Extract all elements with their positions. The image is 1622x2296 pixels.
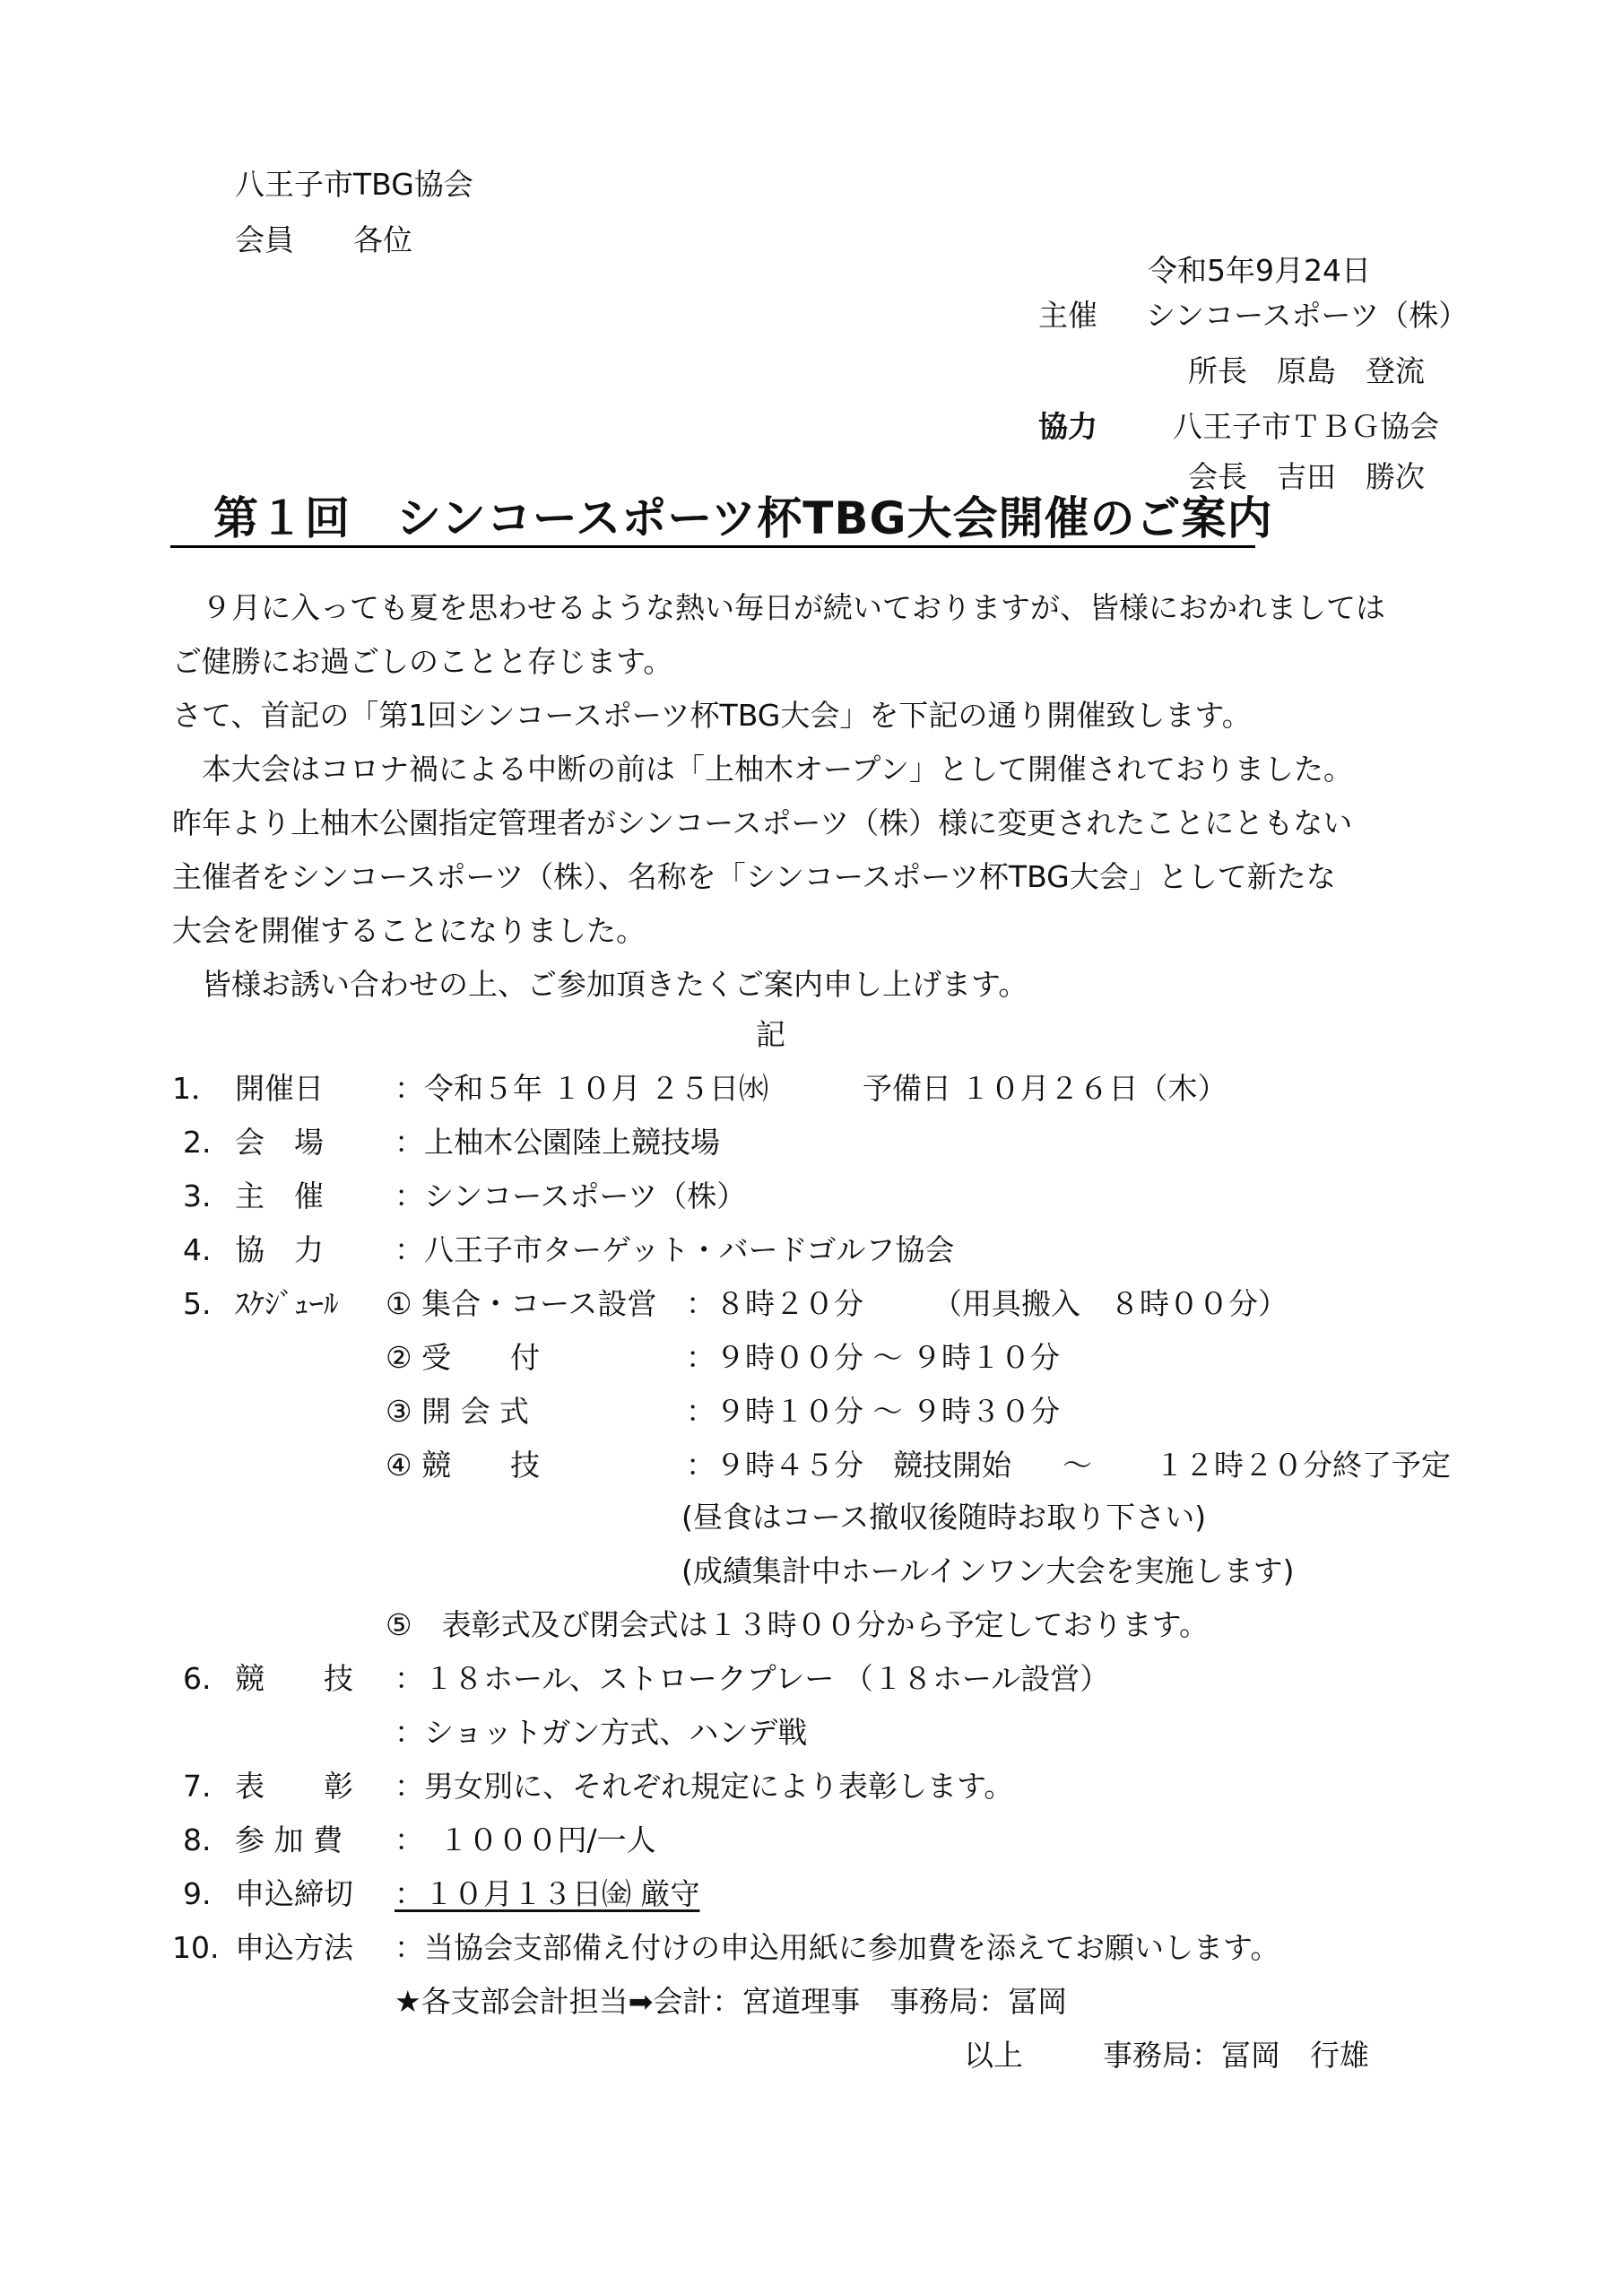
item-8-number: 8. (183, 1822, 212, 1857)
item-6-value-2: ：ショットガン方式、ハンデ戦 (395, 1715, 808, 1750)
addressee-members: 会員 各位 (235, 222, 412, 257)
coop-name: 八王子市ＴＢＧ協会 (1173, 409, 1439, 444)
item-1-label: 開催日 (235, 1071, 324, 1106)
body-line-2: ご健勝にお過ごしのことと存じます。 (172, 644, 673, 679)
accounting-note: ★各支部会計担当➡会計：宮道理事 事務局：冨岡 (395, 1984, 1068, 2019)
item-7-value: ：男女別に、それぞれ規定により表彰します。 (395, 1769, 1014, 1804)
coop-label: 協力 (1038, 409, 1097, 444)
coop-person: 会長 吉田 勝次 (1188, 459, 1425, 494)
schedule-row-4-tilde: ～ (1063, 1448, 1092, 1483)
document-title: 第１回 シンコースポーツ杯TBG大会開催のご案内 (213, 492, 1273, 544)
schedule-row-4-time: ：９時４５分 競技開始 (686, 1448, 1011, 1483)
addressee-org: 八王子市TBG協会 (235, 167, 473, 202)
item-7-number: 7. (183, 1769, 212, 1804)
item-4-label: 協 力 (235, 1232, 324, 1267)
item-9-label: 申込締切 (235, 1876, 353, 1911)
schedule-row-3-time: ：９時１０分 ～ ９時３０分 (686, 1394, 1060, 1429)
item-10-label: 申込方法 (235, 1930, 353, 1965)
item-5-label: ｽｹｼﾞｭｰﾙ (235, 1286, 339, 1321)
schedule-row-4-end: １２時２０分終了予定 (1155, 1448, 1451, 1483)
item-8-label: 参 加 費 (235, 1822, 343, 1857)
body-line-7: 大会を開催することになりました。 (172, 913, 646, 948)
schedule-note-lunch: (昼食はコース撤収後随時お取り下さい) (681, 1500, 1207, 1535)
host-person: 所長 原島 登流 (1188, 353, 1425, 388)
item-5-number: 5. (183, 1286, 212, 1321)
issue-date: 令和5年9月24日 (1148, 253, 1371, 288)
item-1-reserve: 予備日 １０月２６日（木） (863, 1071, 1227, 1106)
item-1-value: ：令和５年 １０月 ２５日㈬ (395, 1071, 768, 1106)
schedule-row-2-name: ② 受 付 (386, 1340, 541, 1375)
item-10-number: 10. (172, 1930, 220, 1965)
item-2-value: ：上柚木公園陸上競技場 (395, 1125, 720, 1160)
item-2-label: 会 場 (235, 1125, 324, 1160)
schedule-row-3-name: ③ 開 会 式 (386, 1394, 530, 1429)
item-9-value: ：１０月１３日㈮ 厳守 (395, 1876, 700, 1911)
schedule-row-2-time: ：９時００分 ～ ９時１０分 (686, 1340, 1060, 1375)
ijou-closing: 以上 (964, 2038, 1023, 2073)
item-9-number: 9. (183, 1876, 212, 1911)
item-3-value: ：シンコースポーツ（株） (395, 1178, 747, 1213)
body-line-4: 本大会はコロナ禍による中断の前は「上柚木オープン」として開催されておりました。 (172, 752, 1354, 787)
item-6-number: 6. (183, 1661, 212, 1696)
schedule-row-1-time: ：８時２０分 (686, 1286, 863, 1321)
schedule-row-1-note: （用具搬入 ８時００分） (932, 1286, 1288, 1321)
item-4-value: ：八王子市ターゲット・バードゴルフ協会 (395, 1232, 955, 1267)
item-2-number: 2. (183, 1125, 212, 1160)
office-contact: 事務局：冨岡 行雄 (1103, 2038, 1369, 2073)
item-6-label: 競 技 (235, 1661, 353, 1696)
item-3-label: 主 催 (235, 1178, 324, 1213)
body-line-1: ９月に入っても夏を思わせるような熱い毎日が続いておりますが、皆様におかれましては (172, 590, 1385, 625)
item-8-value: ： １０００円/一人 (395, 1822, 656, 1857)
item-1-number: 1． (172, 1071, 221, 1106)
title-underline (170, 545, 1255, 548)
ki-heading: 記 (756, 1017, 785, 1052)
schedule-row-4-name: ④ 競 技 (386, 1448, 541, 1483)
body-line-3: さて、首記の「第1回シンコースポーツ杯TBG大会」を下記の通り開催致します。 (172, 698, 1252, 733)
body-line-6: 主催者をシンコースポーツ（株）、名称を「シンコースポーツ杯TBG大会」として新たな (172, 859, 1336, 894)
item-7-label: 表 彰 (235, 1769, 353, 1804)
item-4-number: 4. (183, 1232, 212, 1267)
host-label: 主催 (1038, 298, 1097, 333)
body-line-8: 皆様お誘い合わせの上、ご参加頂きたくご案内申し上げます。 (172, 967, 1028, 1002)
schedule-closing: ⑤ 表彰式及び閉会式は１３時００分から予定しております。 (386, 1607, 1209, 1642)
item-6-value-1: ：１８ホール、ストロークプレー （１８ホール設営） (395, 1661, 1110, 1696)
item-3-number: 3. (183, 1178, 212, 1213)
schedule-row-1-name: ① 集合・コース設営 (386, 1286, 657, 1321)
host-name: シンコースポーツ（株） (1146, 298, 1469, 333)
item-10-value: ：当協会支部備え付けの申込用紙に参加費を添えてお願いします。 (395, 1930, 1280, 1965)
schedule-note-hole-in-one: (成績集計中ホールインワン大会を実施します) (681, 1553, 1295, 1588)
body-line-5: 昨年より上柚木公園指定管理者がシンコースポーツ（株）様に変更されたことにともない (172, 805, 1353, 840)
